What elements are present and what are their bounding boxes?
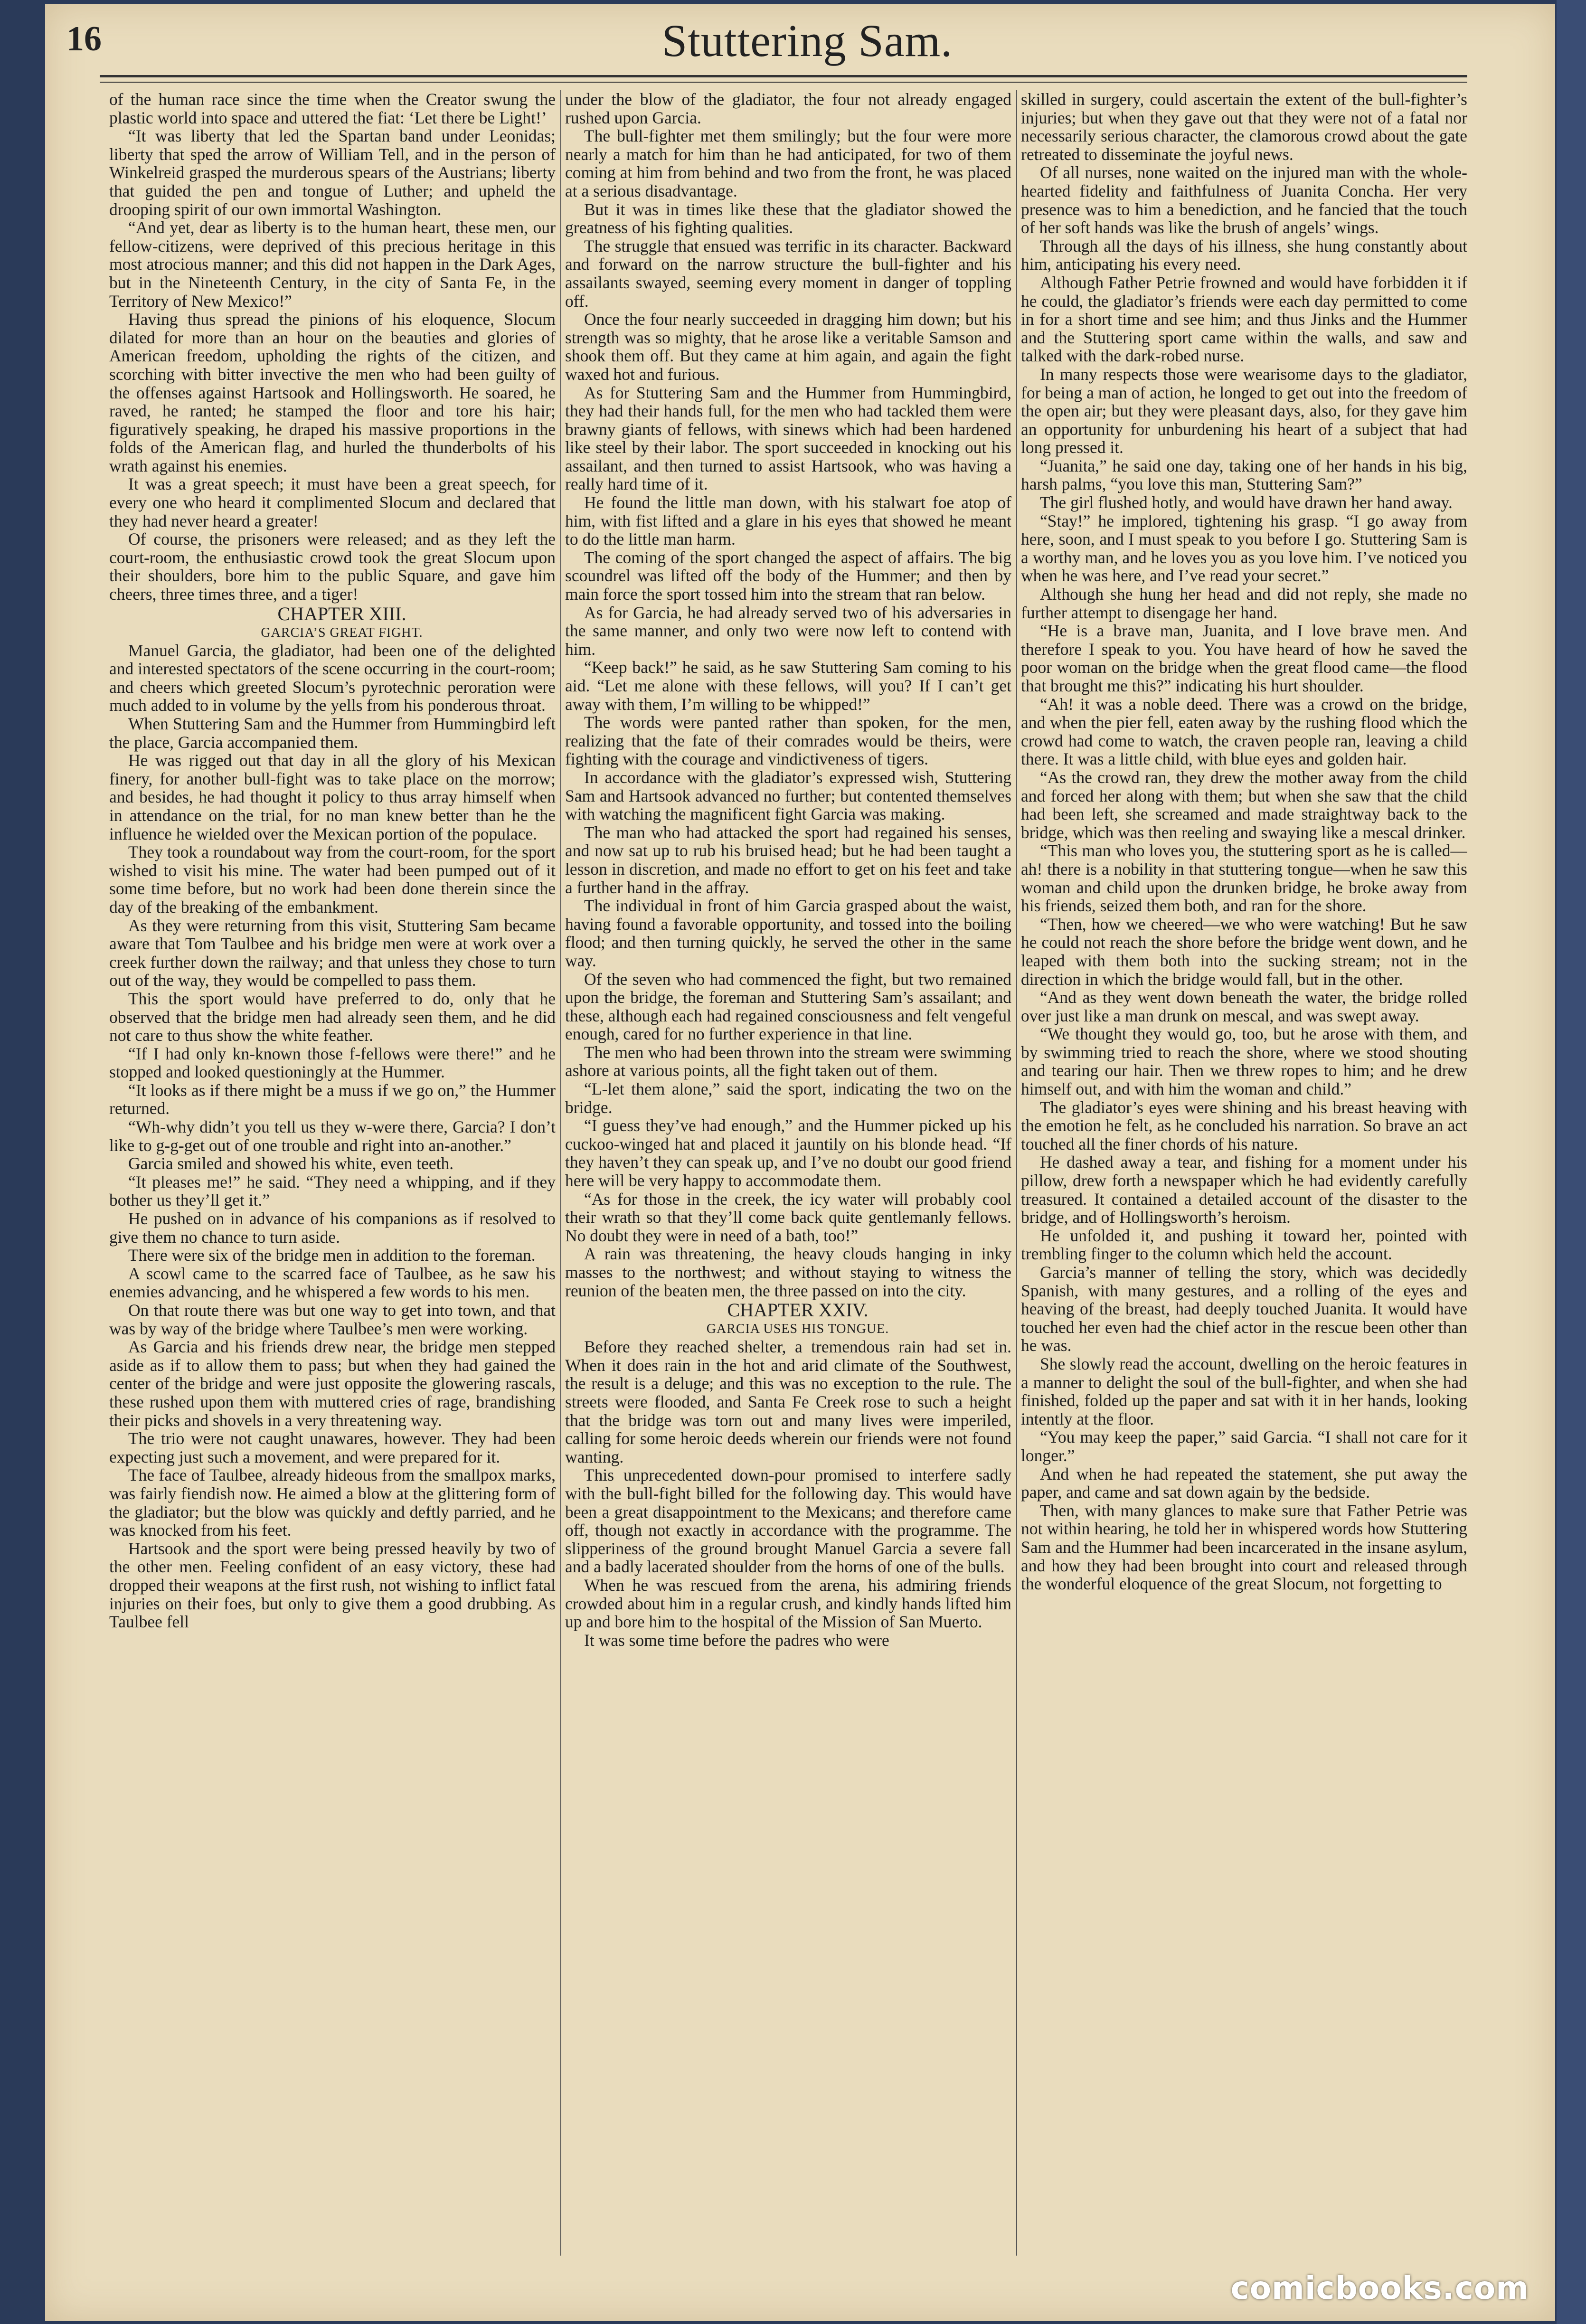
paragraph: “It looks as if there might be a muss if we go on,” the Hummer returned. [109,1080,556,1118]
chapter-heading: CHAPTER XXIV. [727,1299,869,1321]
paragraph: A scowl came to the scarred face of Taulbee, as he saw his enemies advancing, and he whispered a few words to his men. [109,1264,556,1302]
paragraph: But it was in times like these that the gladiator showed the greatness of his fighting qualities. [565,199,1011,237]
paragraph: “This man who loves you, the stuttering sport as he is called—ah! there is a nobility in that stuttering tongue—when he saw this woman and child upon the drunken bridge, he broke away from his friends, seized them both, and ran for the shore. [1021,841,1467,916]
paragraph: Manuel Garcia, the gladiator, had been one of the delighted and interested spectators of the scene occurring in the court-room; and cheers which greeted Slocum’s pyrotechnic peroration were much added to in volume by the yells from his ponderous throat. [109,641,556,715]
paragraph: “It pleases me!” he said. “They need a whipping, and if they bother us they’ll get it.” [109,1172,556,1210]
paragraph: And when he had repeated the statement, she put away the paper, and came and sat down again by the bedside. [1021,1464,1467,1502]
paragraph: He was rigged out that day in all the glory of his Mexican finery, for another bull-fight was to take place on the morrow; and besides, he had thought it policy to thus array himself when in attendance on the trial, for no man knew better than he the influence he wielded over the Mexican portion of the populace. [109,751,556,843]
chapter-subheading: GARCIA USES HIS TONGUE. [706,1322,889,1337]
paragraph: He found the little man down, with his stalwart foe atop of him, with fist lifted and a glare in his eyes that showed he meant to do the little man harm. [565,493,1011,549]
paragraph: “Then, how we cheered—we who were watching! But he saw he could not reach the shore before the bridge went down, and he leaped with them both into the sucking stream; not in the direction in which the bridge would fall, but in the other. [1021,914,1467,989]
paragraph: “Stay!” he implored, tightening his grasp. “I go away from here, soon, and I must speak to you before I go. Stuttering Sam is a worthy man, and he loves you as you love him. I’ve noticed you when he was here, and I’ve read your secret.” [1021,511,1467,586]
paragraph: Although Father Petrie frowned and would have forbidden it if he could, the gladiator’s friends were each day permitted to come in for a short time and see him; and thus Jinks and the Hummer and the Stuttering sport came within the walls, and saw and talked with the dark-robed nurse. [1021,273,1467,366]
text-column-1 [109,90,556,2256]
paragraph: under the blow of the gladiator, the four not already engaged rushed upon Garcia. [565,90,1011,127]
paragraph: Hartsook and the sport were being pressed heavily by two of the other men. Feeling confident of an easy victory, these had dropped their weapons at the first rush, not wishing to inflict fatal injuries on their foes, but only to give them a good drubbing. As Taulbee fell [109,1539,556,1632]
paragraph: skilled in surgery, could ascertain the extent of the bull-fighter’s injuries; but when they gave out that they were not of a fatal nor necessarily serious character, the clamorous crowd about the gate retreated to disseminate the joyful news. [1021,90,1467,164]
paragraph: He dashed away a tear, and fishing for a moment under his pillow, drew forth a newspaper which he had evidently carefully treasured. It contained a detailed account of the disaster to the bridge, and of Hollingsworth’s heroism. [1021,1153,1467,1227]
paragraph: Of all nurses, none waited on the injured man with the whole-hearted fidelity and faithfulness of Juanita Concha. Her very presence was to him a benediction, and he fancied that the touch of her soft hands was like the brush of angels’ wings. [1021,163,1467,237]
chapter-heading: CHAPTER XIII. [277,603,406,624]
paragraph: The words were panted rather than spoken, for the men, realizing that the fate of their comrades would be theirs, were fighting with the courage and vindictiveness of tigers. [565,713,1011,769]
paragraph: The struggle that ensued was terrific in its character. Backward and forward on the narrow structure the bull-fighter and his assailants swayed, seeming every moment in danger of toppling off. [565,236,1011,311]
background-strip [1557,0,1586,2324]
paragraph: In many respects those were wearisome days to the gladiator, for being a man of action, he longed to get out into the freedom of the open air; but they were pleasant days, also, for they gave him an opportunity for unburdening his heart of a subject that had long pressed it. [1021,364,1467,457]
paragraph: Although she hung her head and did not reply, she made no further attempt to disengage her hand. [1021,585,1467,622]
paragraph: On that route there was but one way to get into town, and that was by way of the bridge where Taulbee’s men were working. [109,1301,556,1338]
paragraph: Having thus spread the pinions of his eloquence, Slocum dilated for more than an hour on the beauties and glories of American freedom, upholding the rights of the citizen, and scorching with bitter invective the men who had been guilty of the offenses against Hartsook and Hollingsworth. He soared, he raved, he ranted; he stamped the floor and tore his hair; figuratively speaking, he draped his massive proportions in the folds of the American flag, and hurled the thunderbolts of his wrath against his enemies. [109,310,556,475]
paragraph: Of the seven who had commenced the fight, but two remained upon the bridge, the foreman and Stuttering Sam’s assailant; and these, although each had regained consciousness and felt vengeful enough, cared for no further experience in that line. [565,969,1011,1044]
header-rule-thin [100,82,1467,83]
paragraph: As for Garcia, he had already served two of his adversaries in the same manner, and only two were now left to contend with him. [565,603,1011,659]
paragraph: “Juanita,” he said one day, taking one of her hands in his big, harsh palms, “you love this man, Stuttering Sam?” [1021,456,1467,494]
page-number: 16 [66,19,102,58]
paragraph: of the human race since the time when the Creator swung the plastic world into space and uttered the fiat: ‘Let there be Light!’ [109,90,556,127]
paragraph: The coming of the sport changed the aspect of affairs. The big scoundrel was lifted off the body of the Hummer; and then by main force the sport tossed him into the stream that ran below. [565,548,1011,604]
paragraph: They took a roundabout way from the court-room, for the sport wished to visit his mine. The water had been pumped out of it some time before, but no work had been done therein since the day of the breaking of the embankment. [109,842,556,916]
paragraph: This unprecedented down-pour promised to interfere sadly with the bull-fight billed for the following day. This would have been a great disappointment to the Mexicans; and therefore came off, though not exactly in accordance with the programme. The slipperiness of the ground brought Manuel Garcia a severe fall and a badly lacerated shoulder from the horns of one of the bulls. [565,1465,1011,1577]
paragraph: The gladiator’s eyes were shining and his breast heaving with the emotion he felt, as he concluded his narration. So brave an act touched all the finer chords of his nature. [1021,1097,1467,1153]
paragraph: “You may keep the paper,” said Garcia. “I shall not care for it longer.” [1021,1427,1467,1465]
paragraph: As for Stuttering Sam and the Hummer from Hummingbird, they had their hands full, for the men who had tackled them were brawny giants of fellows, with sinews which had been hardened like steel by their labor. The sport succeeded in knocking out his assailant, and then turned to assist Hartsook, who was having a really hard time of it. [565,383,1011,494]
paragraph: This the sport would have preferred to do, only that he observed that the bridge men had already seen them, and he did not care to thus show the white feather. [109,989,556,1045]
paragraph: A rain was threatening, the heavy clouds hanging in inky masses to the northwest; and without staying to witness the reunion of the beaten men, the three passed on into the city. [565,1244,1011,1300]
paragraph: Before they reached shelter, a tremendous rain had set in. When it does rain in the hot and arid climate of the Southwest, the result is a deluge; and this was no exception to the rule. The streets were flooded, and Santa Fe Creek rose to such a height that the bridge was torn out and many lives were imperiled, calling for some heroic deeds wherein our friends were not found wanting. [565,1337,1011,1466]
paragraph: When Stuttering Sam and the Hummer from Hummingbird left the place, Garcia accompanied them. [109,714,556,752]
paragraph: “L-let them alone,” said the sport, indicating the two on the bridge. [565,1079,1011,1117]
paragraph: The bull-fighter met them smilingly; but the four were more nearly a match for him than he had anticipated, for two of them coming at him from behind and two from the front, he was placed at a serious disadvantage. [565,126,1011,200]
paragraph: In accordance with the gladiator’s expressed wish, Stuttering Sam and Hartsook advanced no further; but contented themselves with watching the magnificent fight Garcia was making. [565,767,1011,824]
paragraph: As they were returning from this visit, Stuttering Sam became aware that Tom Taulbee and his bridge men were at work over a creek further down the railway; and that unless they chose to turn out of the way, they would be compelled to pass them. [109,916,556,990]
paragraph: Garcia’s manner of telling the story, which was decidedly Spanish, with many gestures, and a rolling of the eyes and heaving of the breast, had deeply touched Juanita. It would have touched her even had the chief actor in the rescue been other than he was. [1021,1263,1467,1355]
paragraph: Once the four nearly succeeded in dragging him down; but his strength was so mighty, that he arose like a veritable Samson and shook them off. But they came at him again, and again the fight waxed hot and furious. [565,310,1011,384]
paragraph: Then, with many glances to make sure that Father Petrie was not within hearing, he told her in whispered words how Stuttering Sam and the Hummer had been incarcerated in the insane asylum, and how they had been brought into court and released through the wonderful eloquence of the great Slocum, not forgetting to [1021,1501,1467,1594]
paragraph: Of course, the prisoners were released; and as they left the court-room, the enthusiastic crowd took the great Slocum upon their shoulders, bore him to the public Square, and gave him cheers, three times three, and a tiger! [109,529,556,604]
paragraph: The trio were not caught unawares, however. They had been expecting just such a movement, and were prepared for it. [109,1429,556,1466]
paragraph: The individual in front of him Garcia grasped about the waist, having found a favorable opportunity, and tossed into the boiling flood; and then turning quickly, he served the other in the same way. [565,896,1011,970]
paragraph: He pushed on in advance of his companions as if resolved to give them no chance to turn aside. [109,1209,556,1247]
running-title: Stuttering Sam. [661,15,953,66]
paragraph: “We thought they would go, too, but he arose with them, and by swimming tried to reach the shore, where we stood shouting and tearing our hair. Then we threw ropes to him; and he drew himself out, and with him the woman and child.” [1021,1024,1467,1099]
paragraph: “Ah! it was a noble deed. There was a crowd on the bridge, and when the pier fell, eaten away by the rushing flood which the crowd had come to watch, the craven people ran, leaving a child there. It was a little child, with blue eyes and golden hair. [1021,694,1467,769]
paragraph: “It was liberty that led the Spartan band under Leonidas; liberty that sped the arrow of William Tell, and in the person of Winkelreid grasped the murderous spears of the Austrians; liberty that guided the pen and tongue of Luther; and upheld the drooping spirit of our own immortal Washington. [109,126,556,219]
paragraph: The face of Taulbee, already hideous from the smallpox marks, was fairly fiendish now. He aimed a blow at the glittering form of the gladiator; but the blow was quickly and deftly parried, and he was knocked from his feet. [109,1465,556,1540]
paragraph: It was some time before the padres who were [584,1630,889,1650]
paragraph: There were six of the bridge men in addition to the foreman. [128,1246,536,1265]
paragraph: The girl flushed hotly, and would have drawn her hand away. [1040,493,1453,512]
paragraph: “I guess they’ve had enough,” and the Hummer picked up his cuckoo-winged hat and placed it jauntily on his blonde head. “If they haven’t they can speak up, and I’ve no doubt our good friend here will be very happy to accommodate them. [565,1116,1011,1190]
header-rule-thick [100,75,1467,77]
paragraph: She slowly read the account, dwelling on the heroic features in a manner to delight the soul of the bull-fighter, and when she had finished, folded up the paper and sat with it in her hands, looking intently at the floor. [1021,1354,1467,1428]
text-column-2 [565,90,1011,2256]
paragraph: The men who had been thrown into the stream were swimming ashore at various points, all the fight taken out of them. [565,1042,1011,1080]
paragraph: Garcia smiled and showed his white, even teeth. [128,1154,454,1173]
paragraph: “And yet, dear as liberty is to the human heart, these men, our fellow-citizens, were deprived of this precious heritage in this most atrocious manner; and this did not happen in the Dark Ages, but in the Nineteenth Century, in the city of Santa Fe, in the Territory of New Mexico!” [109,218,556,311]
paragraph: “Keep back!” he said, as he saw Stuttering Sam coming to his aid. “Let me alone with these fellows, will you? If I can’t get away with them, I’m willing to be whipped!” [565,658,1011,714]
chapter-subheading: GARCIA’S GREAT FIGHT. [261,625,423,640]
paragraph: “He is a brave man, Juanita, and I love brave men. And therefore I speak to you. You have heard of how he saved the poor woman on the bridge when the great flood came—the flood that brought me this?” indicating his hurt shoulder. [1021,621,1467,695]
paragraph: As Garcia and his friends drew near, the bridge men stepped aside as if to allow them to pass; but when they had gained the center of the bridge and were just opposite the glowering rascals, these rushed upon them with muttered cries of rage, brandishing their picks and shovels in a very threatening way. [109,1337,556,1430]
paragraph: He unfolded it, and pushing it toward her, pointed with trembling finger to the column which held the account. [1021,1226,1467,1264]
paragraph: When he was rescued from the arena, his admiring friends crowded about him in a regular crush, and kindly hands lifted him up and bore him to the hospital of the Mission of San Muerto. [565,1575,1011,1632]
paragraph: “If I had only kn-known those f-fellows were there!” and he stopped and looked questioningly at the Hummer. [109,1044,556,1082]
paragraph: Through all the days of his illness, she hung constantly about him, anticipating his every need. [1021,236,1467,274]
paragraph: “And as they went down beneath the water, the bridge rolled over just like a man drunk on mescal, and was swept away. [1021,988,1467,1025]
paragraph: “As the crowd ran, they drew the mother away from the child and forced her along with them; but when she saw that the child had been left, she screamed and made straightway back to the bridge, which was then reeling and swaying like a mescal drinker. [1021,767,1467,842]
column-divider [1016,90,1017,2256]
watermark-logo: comicbooks.com [1230,2270,1529,2306]
paragraph: The man who had attacked the sport had regained his senses, and now sat up to rub his bruised head; but he had been taught a lesson in discretion, and made no effort to get on his feet and take a further hand in the affray. [565,822,1011,897]
paragraph: “As for those in the creek, the icy water will probably cool their wrath so that they’ll come back quite gentlemanly fellows. No doubt they were in need of a bath, too!” [565,1189,1011,1245]
text-column-3 [1021,90,1467,2256]
paragraph: It was a great speech; it must have been a great speech, for every one who heard it complimented Slocum and declared that they had never heard a greater! [109,474,556,530]
column-divider [560,90,561,2256]
paragraph: “Wh-why didn’t you tell us they w-were there, Garcia? I don’t like to g-g-get out of one trouble and right into an-another.” [109,1117,556,1155]
